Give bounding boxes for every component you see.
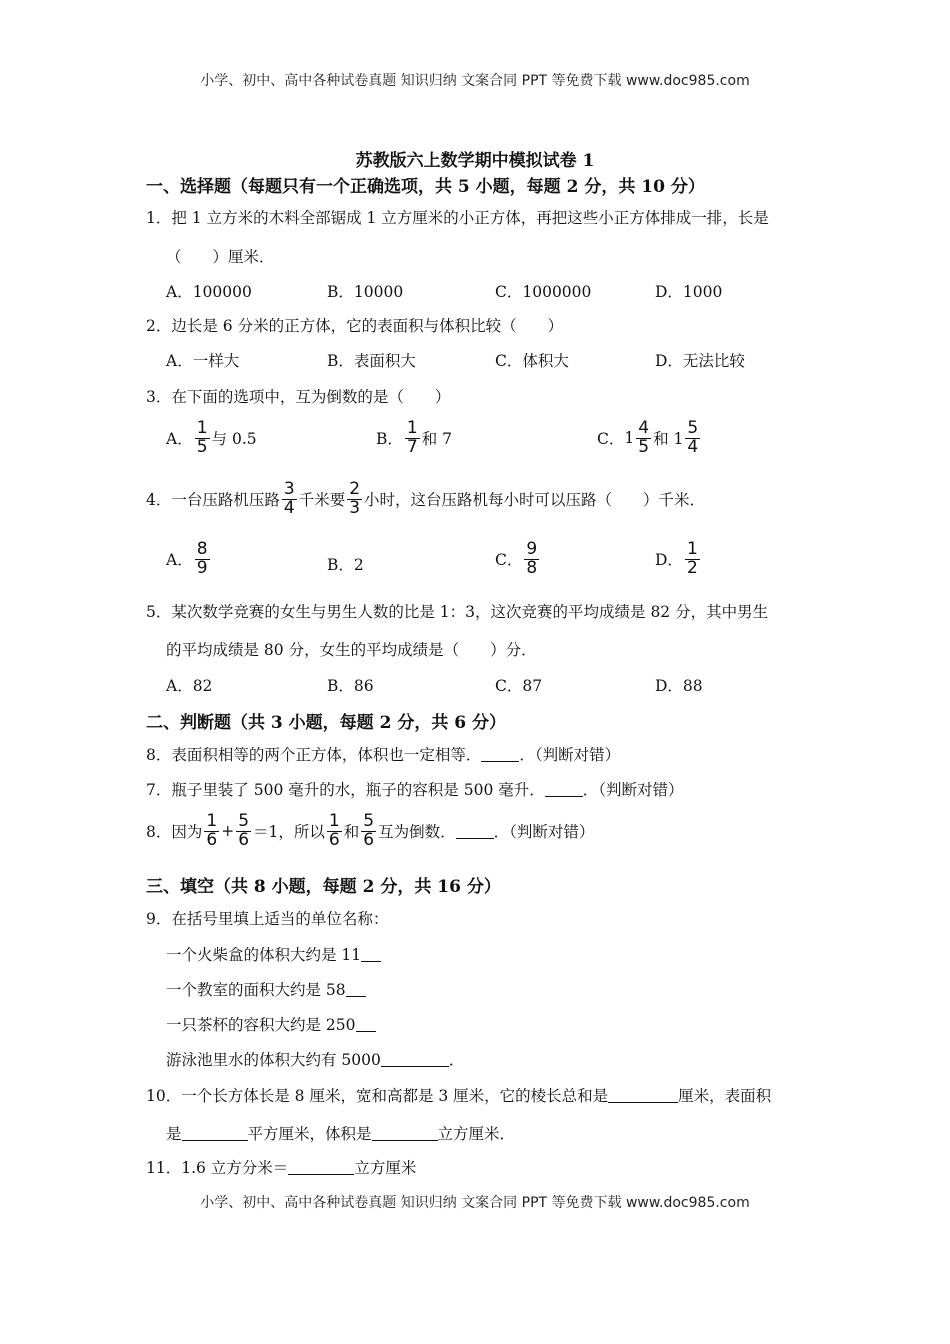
q9-item-text: 一个教室的面积大约是 58 [166,981,346,999]
q3-option-a-text: 与 0.5 [211,430,257,449]
q3-option-c-text: 和 1 [653,430,684,449]
fraction: $\frac{5}{6}$ [363,811,375,850]
answer-blank[interactable] [608,1088,678,1103]
q4-option-c-label: C． [495,551,523,570]
q2-option-a: A．一样大 [166,352,240,370]
fraction: $\frac{5}{4}$ [687,418,699,457]
judge-q2-suffix: ．（判断对错） [582,781,684,799]
answer-blank[interactable] [456,824,494,839]
section-heading-choice: 一、选择题（每题只有一个正确选项，共 5 小题，每题 2 分，共 10 分） [146,177,705,197]
q3-option-c-whole: 1 [624,429,635,448]
fraction: $\frac{1}{7}$ [406,418,418,457]
q1-option-a: A．100000 [166,283,252,301]
q10-text: 厘米，表面积 [678,1087,772,1105]
q11-text: 11．1.6 立方分米＝ [146,1159,289,1177]
q10-text: 10．一个长方体长是 8 厘米，宽和高都是 3 厘米，它的棱长总和是 [146,1087,609,1105]
q3-option-c-label: C． [597,430,625,449]
q5-option-a: A．82 [166,677,213,695]
q3-option-b-text: 和 7 [421,430,453,449]
q9-item-1 [166,943,381,965]
q1-option-d: D．1000 [655,283,723,301]
fraction: $\frac{1}{6}$ [328,811,340,850]
judge-q1-suffix: ．（判断对错） [519,746,621,764]
fraction: $\frac{3}{4}$ [283,479,295,518]
answer-blank[interactable] [372,1126,438,1141]
q2-option-d: D．无法比较 [655,352,745,370]
q5-line1: 5．某次数学竞赛的女生与男生人数的比是 1：3，这次竞赛的平均成绩是 82 分，其中男生 [146,603,769,621]
q9-item-text: 一个火柴盒的体积大约是 11 [166,946,362,964]
fraction: $\frac{8}{9}$ [196,539,208,578]
answer-blank[interactable] [182,1126,248,1141]
q4-option-d [655,541,702,578]
fraction: $\frac{2}{3}$ [349,479,361,518]
q2-stem: 2．边长是 6 分米的正方体，它的表面积与体积比较（ ） [146,317,564,335]
q10-text: 平方厘米，体积是 [247,1125,372,1143]
answer-blank[interactable] [481,747,519,762]
q9-item-2 [166,978,366,1000]
q4-option-c [495,541,541,578]
judge-q3-text: 8．因为 [146,823,203,842]
q2-option-c: C．体积大 [495,352,569,370]
judge-q1-text: 8．表面积相等的两个正方体，体积也一定相等． [146,746,482,764]
q10-line1 [146,1084,771,1106]
judge-q1 [146,743,620,765]
answer-blank[interactable] [381,1052,449,1067]
page-title: 苏教版六上数学期中模拟试卷 1 [355,151,595,171]
q9-item-end: ． [448,1051,465,1069]
judge-q3 [146,813,594,850]
q4-option-a [166,541,212,578]
q1-line2: （ ）厘米． [166,248,275,266]
q4-stem [146,481,705,518]
q11-text: 立方厘米 [354,1159,417,1177]
q9-item-text: 游泳池里水的体积大约有 5000 [166,1051,381,1069]
q3-option-b [376,420,452,457]
answer-blank[interactable] [361,947,381,962]
q1-option-c: C．1000000 [495,283,592,301]
q1-line1: 1．把 1 立方米的木料全部锯成 1 立方厘米的小正方体，再把这些小正方体排成一排，长是 [146,209,769,227]
header-banner: 小学、初中、高中各种试卷真题 知识归纳 文案合同 PPT 等免费下载 www.doc985.com [200,73,750,89]
q4-stem-part: 小时，这台压路机每小时可以压路（ ）千米． [364,491,706,510]
q5-option-b: B．86 [327,677,374,695]
q11 [146,1156,416,1178]
fraction: $\frac{9}{8}$ [526,539,538,578]
q10-text: 是 [166,1125,182,1143]
q10-text: 立方厘米． [437,1125,516,1143]
fraction: $\frac{1}{5}$ [196,418,208,457]
judge-q2 [146,778,684,800]
q2-option-b: B．表面积大 [327,352,416,370]
plus-sign: + [221,822,235,841]
q10-line2 [166,1122,515,1144]
judge-q3-text: 和 [343,823,360,842]
q4-option-b: B．2 [327,556,364,574]
q1-option-b: B．10000 [327,283,404,301]
answer-blank[interactable] [545,782,583,797]
answer-blank[interactable] [356,1017,376,1032]
q9-item-text: 一只茶杯的容积大约是 250 [166,1016,356,1034]
judge-q2-text: 7．瓶子里装了 500 毫升的水，瓶子的容积是 500 毫升． [146,781,545,799]
q9-item-3 [166,1013,376,1035]
q9-item-4 [166,1048,464,1070]
q3-option-b-label: B． [376,430,403,449]
q4-stem-part: 4．一台压路机压路 [146,491,280,510]
answer-blank[interactable] [288,1160,354,1175]
section-heading-fill: 三、填空（共 8 小题，每题 2 分，共 16 分） [146,877,501,897]
fraction: $\frac{1}{6}$ [206,811,218,850]
judge-q3-suffix: ．（判断对错） [493,823,595,842]
q4-option-a-label: A． [166,551,193,570]
q4-stem-part: 千米要 [298,491,346,510]
q3-option-c [597,420,702,457]
q5-line2: 的平均成绩是 80 分，女生的平均成绩是（ ）分． [166,641,537,659]
footer-banner: 小学、初中、高中各种试卷真题 知识归纳 文案合同 PPT 等免费下载 www.doc985.com [200,1195,750,1211]
q5-option-d: D．88 [655,677,703,695]
section-heading-judge: 二、判断题（共 3 小题，每题 2 分，共 6 分） [146,713,506,733]
q9-stem: 9．在括号里填上适当的单位名称： [146,910,389,928]
q3-stem: 3．在下面的选项中，互为倒数的是（ ） [146,388,451,406]
judge-q3-text: ＝1，所以 [253,823,325,842]
fraction: $\frac{5}{6}$ [238,811,250,850]
q5-option-c: C．87 [495,677,543,695]
judge-q3-text: 互为倒数． [378,823,456,842]
q3-option-a-label: A． [166,430,193,449]
q4-option-d-label: D． [655,551,683,570]
q3-option-a [166,420,257,457]
fraction: $\frac{4}{5}$ [638,418,650,457]
answer-blank[interactable] [346,982,366,997]
fraction: $\frac{1}{2}$ [686,539,698,578]
